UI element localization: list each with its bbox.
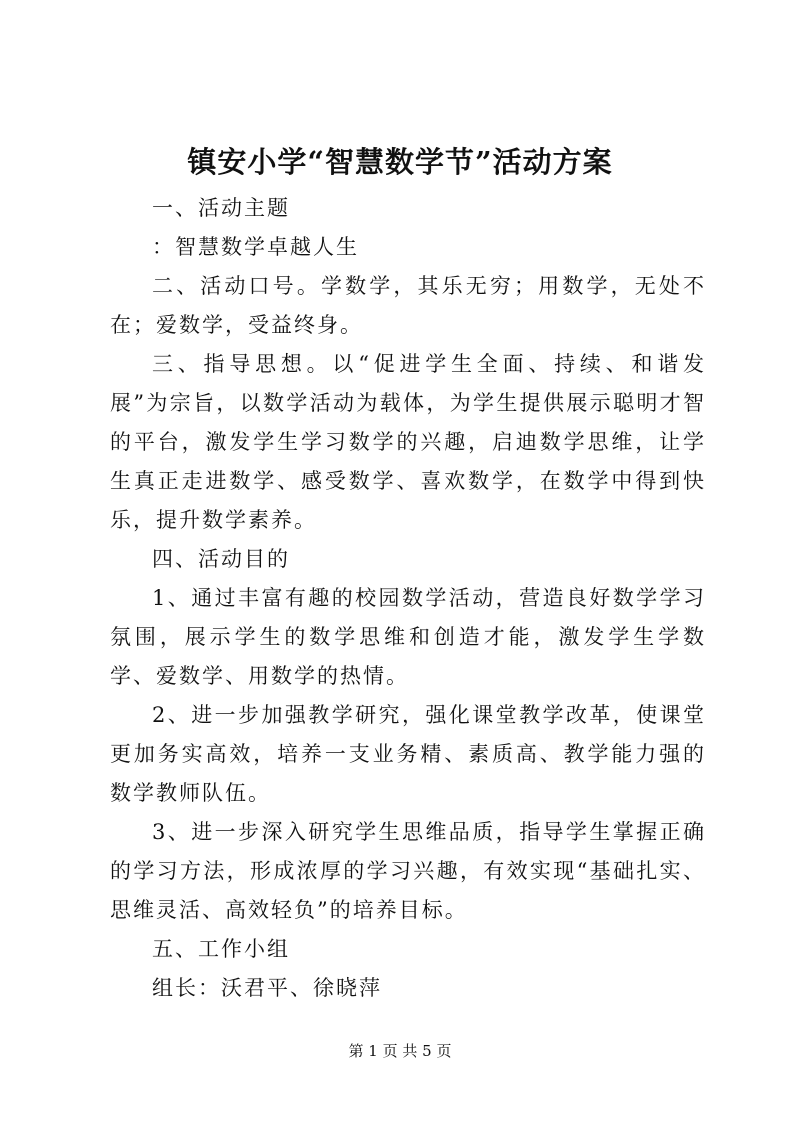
- purpose-item-1: 1、通过丰富有趣的校园数学活动，营造良好数学学习氛围，展示学生的数学思维和创造才能，激发学生学数学、爱数学、用数学的热情。: [110, 586, 706, 688]
- section-heading-purpose: 四、活动目的: [152, 547, 290, 571]
- purpose-item-2: 2、进一步加强教学研究，强化课堂教学改革，使课堂更加务实高效，培养一支业务精、素质高、教学能力强的数学教师队伍。: [110, 703, 706, 805]
- purpose-item-3: 3、进一步深入研究学生思维品质，指导学生掌握正确的学习方法，形成浓厚的学习兴趣，有效实现“基础扎实、思维灵活、高效轻负”的培养目标。: [110, 820, 706, 922]
- page-number-footer: 第 1 页 共 5 页: [348, 1042, 452, 1060]
- theme-text: ：智慧数学卓越人生: [152, 235, 359, 259]
- group-leaders: 组长：沃君平、徐晓萍: [152, 976, 382, 1000]
- document-title: 镇安小学“智慧数学节”活动方案: [187, 145, 613, 179]
- slogan-paragraph: 二、活动口号。学数学，其乐无穷；用数学，无处不在；爱数学，受益终身。: [110, 274, 706, 337]
- section-heading-working-group: 五、工作小组: [152, 937, 290, 961]
- document-body: [110, 189, 706, 1008]
- guiding-thought-paragraph: 三、指导思想。以“促进学生全面、持续、和谐发展”为宗旨，以数学活动为载体，为学生提供展示聪明才智的平台，激发学生学习数学的兴趣，启迪数学思维，让学生真正走进数学、感受数学、喜欢数学，在数学中得到快乐，提升数学素养。: [110, 352, 706, 532]
- section-heading-theme: 一、活动主题: [152, 196, 290, 220]
